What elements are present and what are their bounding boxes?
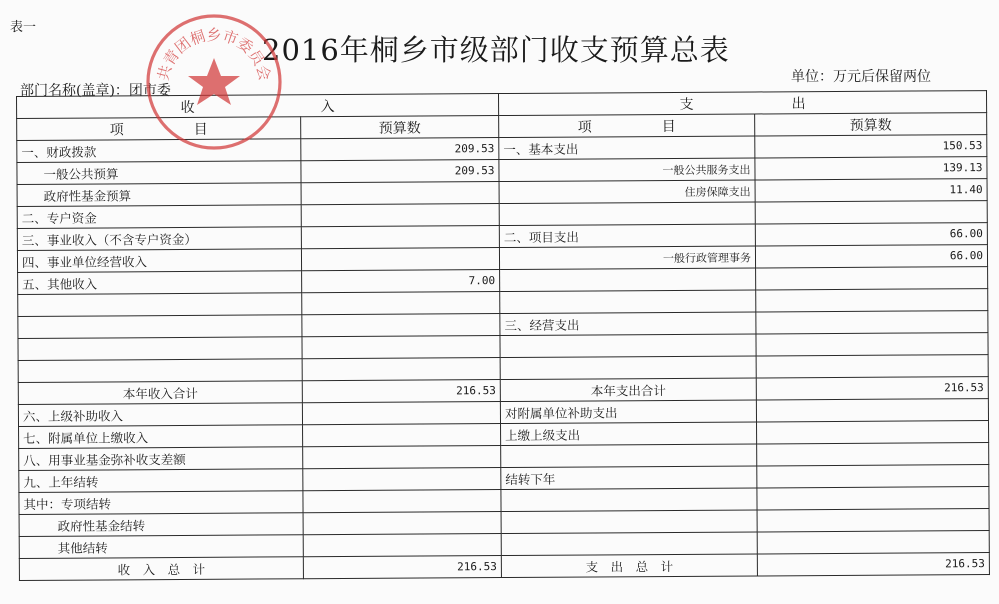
expense-item: 三、经营支出: [500, 312, 756, 336]
income-value: [301, 182, 499, 205]
income-value: [302, 314, 500, 337]
income-item: 其他结转: [19, 535, 303, 559]
expense-value: [757, 531, 989, 554]
expense-item: 上缴上级支出: [501, 422, 757, 446]
expense-item: 住房保障支出: [499, 180, 755, 204]
income-item: [18, 359, 302, 383]
expense-item: 二、项目支出: [499, 224, 755, 248]
expense-value: 11.40: [755, 179, 987, 202]
expense-subtotal-label: 本年支出合计: [500, 378, 756, 402]
expense-value: 66.00: [755, 223, 987, 246]
income-value: [302, 402, 500, 425]
income-value: 7.00: [302, 270, 500, 293]
expense-item: [501, 510, 757, 534]
income-value: [303, 424, 501, 447]
expense-value: [756, 311, 988, 334]
expense-value: [757, 443, 989, 466]
income-item: 四、事业单位经营收入: [17, 249, 301, 273]
official-seal: [138, 8, 290, 156]
income-budget-header: 预算数: [301, 116, 499, 139]
expense-value: [757, 509, 989, 532]
expense-value: [755, 201, 987, 224]
department-name: 部门名称(盖章)：团市委: [20, 83, 171, 99]
income-subtotal-value: 216.53: [302, 380, 500, 403]
income-value: [302, 292, 500, 315]
income-item: 七、附属单位上缴收入: [19, 425, 303, 449]
expense-total-label: 支 出 总 计: [501, 554, 757, 578]
income-group-header: 收 入: [17, 94, 499, 119]
expense-budget-header: 预算数: [755, 113, 987, 136]
expense-item: 一般公共服务支出: [499, 158, 755, 182]
income-item: 一、财政拨款: [17, 139, 301, 163]
expense-item: [499, 202, 755, 226]
expense-total-value: 216.53: [757, 553, 989, 576]
income-item: 政府性基金预算: [17, 183, 301, 207]
income-item: 八、用事业基金弥补收支差额: [19, 447, 303, 471]
expense-value: [756, 289, 988, 312]
table-label: 表一: [10, 20, 37, 35]
budget-table: [16, 90, 990, 581]
expense-item: 一般行政管理事务: [499, 246, 755, 270]
expense-item: 对附属单位补助支出: [500, 400, 756, 424]
expense-value: 66.00: [755, 245, 987, 268]
income-item: [18, 337, 302, 361]
expense-item: 结转下年: [501, 466, 757, 490]
expense-item: [501, 444, 757, 468]
expense-item: [501, 488, 757, 512]
income-item: [18, 293, 302, 317]
expense-value: [756, 267, 988, 290]
income-item: 三、事业收入（不含专户资金）: [17, 227, 301, 251]
income-item: 六、上级补助收入: [18, 403, 302, 427]
income-item: 二、专户资金: [17, 205, 301, 229]
income-value: 209.53: [301, 160, 499, 183]
income-value: 209.53: [301, 138, 499, 161]
income-value: [301, 248, 499, 271]
income-item: 一般公共预算: [17, 161, 301, 185]
page-title: 2016年桐乡市级部门收支预算总表: [262, 33, 730, 67]
income-value: [301, 226, 499, 249]
income-value: [301, 204, 499, 227]
expense-value: [756, 399, 988, 422]
expense-value: [757, 487, 989, 510]
income-item: 政府性基金结转: [19, 513, 303, 537]
income-item: [18, 315, 302, 339]
seal-star: [188, 58, 240, 105]
expense-value: 150.53: [755, 135, 987, 158]
income-value: [303, 446, 501, 469]
unit-note: 单位：万元后保留两位: [791, 69, 931, 85]
expense-value: 139.13: [755, 157, 987, 180]
expense-item: [500, 334, 756, 358]
income-value: [302, 358, 500, 381]
expense-value: [757, 465, 989, 488]
income-value: [303, 534, 501, 557]
expense-group-header: 支 出: [498, 91, 986, 116]
expense-item: [500, 290, 756, 314]
income-item: 五、其他收入: [18, 271, 302, 295]
expense-item: [500, 268, 756, 292]
income-value: [303, 468, 501, 491]
income-item: 其中：专项结转: [19, 491, 303, 515]
income-item-header: 项 目: [17, 117, 301, 141]
grand-total-row: [19, 553, 989, 581]
expense-value: [757, 421, 989, 444]
expense-value: [756, 333, 988, 356]
seal-text: 共青团桐乡市委员会: [154, 26, 274, 83]
expense-item: [501, 532, 757, 556]
income-item: 九、上年结转: [19, 469, 303, 493]
expense-item: 一、基本支出: [499, 136, 755, 160]
income-total-value: 216.53: [303, 556, 501, 579]
income-value: [303, 512, 501, 535]
expense-value: [756, 355, 988, 378]
income-total-label: 收 入 总 计: [19, 557, 303, 581]
income-value: [302, 336, 500, 359]
expense-subtotal-value: 216.53: [756, 377, 988, 400]
expense-item-header: 项 目: [499, 114, 755, 138]
expense-item: [500, 356, 756, 380]
income-subtotal-label: 本年收入合计: [18, 381, 302, 405]
income-value: [303, 490, 501, 513]
